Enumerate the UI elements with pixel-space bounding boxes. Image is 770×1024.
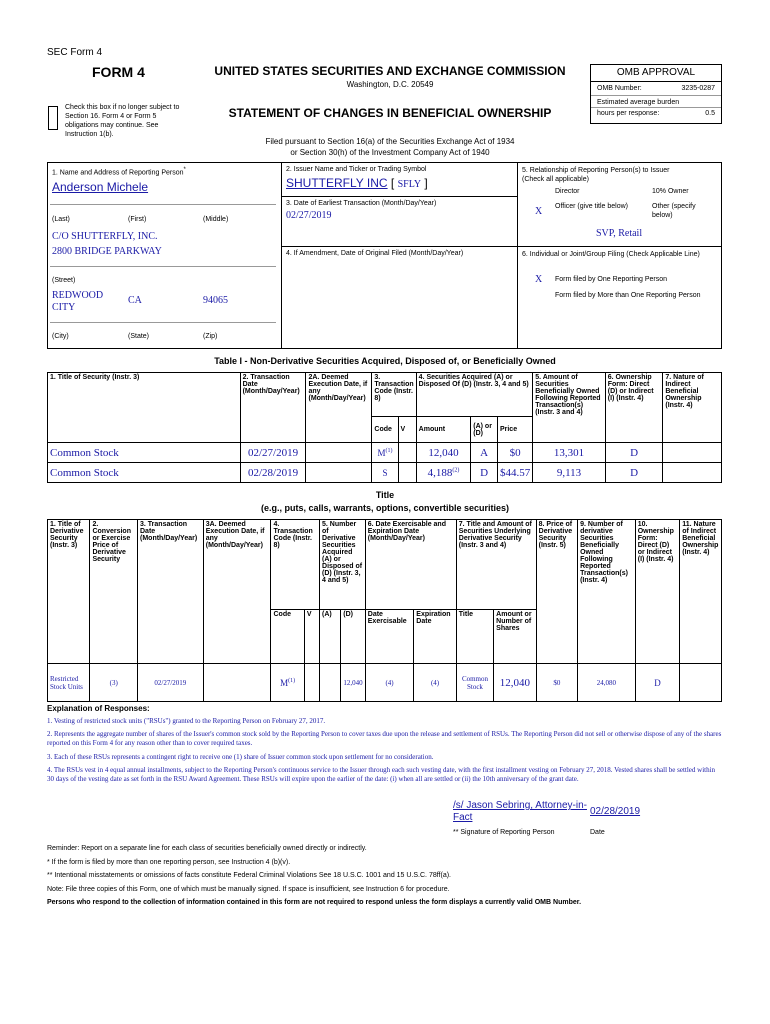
table2	[47, 519, 722, 702]
t1-r2-date: 02/28/2019	[240, 463, 306, 483]
checkbox-text: Check this box if no longer subject to Section 16. Form 4 or Form 5 obligations may continue. See Instruction 1(b).	[65, 104, 180, 138]
issuer-name[interactable]: SHUTTERFLY INC	[286, 176, 388, 190]
street-label: (Street)	[52, 277, 76, 284]
issuer-label: 2. Issuer Name and Ticker or Trading Symbol	[286, 166, 427, 173]
director-label: Director	[555, 188, 580, 195]
t1-r1-code: $M^{(1)}$	[372, 443, 398, 463]
t1-r2-amount: 4,188$^{(2)}$	[416, 463, 471, 483]
table-row	[48, 463, 722, 483]
explanation-title: Explanation of Responses:	[47, 704, 150, 713]
table-row	[48, 443, 722, 463]
relationship-label: 5. Relationship of Reporting Person(s) to Issuer (Check all applicable)	[522, 167, 670, 183]
t1-r2-aord: D	[471, 463, 498, 483]
t1-h2: 2. Transaction Date (Month/Day/Year)	[240, 373, 306, 443]
officer-title: SVP, Retail	[596, 228, 643, 239]
middle-label: (Middle)	[203, 216, 229, 223]
t2-h9: 9. Number of derivative Securities Beneficially Owned Following Reported Transaction(s) (Instr. 4)	[578, 520, 636, 664]
t1-r1-aord: A	[471, 443, 498, 463]
filing-one-label: Form filed by One Reporting Person	[555, 276, 668, 283]
t1-r1-price: $0	[497, 443, 532, 463]
filing-label: 6. Individual or Joint/Group Filing (Check Applicable Line)	[522, 251, 700, 258]
t1-r2-deemed	[306, 463, 372, 483]
t2-r-exp: (4)	[414, 664, 456, 702]
omb-hours-label: hours per response:	[597, 110, 660, 117]
t2-r-und-title: Common Stock	[456, 664, 493, 702]
t1-h1: 1. Title of Security (Instr. 3)	[48, 373, 241, 443]
t2-r-code: $M^{(1)}$	[271, 664, 304, 702]
ten-percent-label: 10% Owner	[652, 188, 689, 195]
explanation-note-2: 2. Represents the aggregate number of shares of the Issuer's common stock sold by the Reporting Person to cover taxes due upon the release and settlement of RSUs. The Reporting Person did not sell or otherwise dispose of any of the shares reported on this Form 4 for any reason other than to cover required taxes.	[47, 730, 722, 747]
filing-mark: X	[535, 274, 543, 285]
explanation-note-4: 4. The RSUs vest in 4 equal annual installments, subject to the Reporting Person's continuous service to the Issuer through each such vesting date, with the first installment vesting on February 27, 2018. Vested shares shall be settled within 30 days of the vesting date as set forth in the RSU Award Agreement. These RSUs will expire upon the earlier of the date: (i) when all are settled or (ii) the 10th anniversary of the grant date.	[47, 766, 716, 783]
table2-subtitle: (e.g., puts, calls, warrants, options, convertible securities)	[260, 503, 510, 513]
t1-r1-deemed	[306, 443, 372, 463]
table1-title: Table I - Non-Derivative Securities Acquired, Disposed of, or Beneficially Owned	[214, 356, 556, 366]
t2-h6: 6. Date Exercisable and Expiration Date (Month/Day/Year)	[365, 520, 456, 610]
filed-pursuant-2: or Section 30(h) of the Investment Company Act of 1940	[290, 148, 490, 157]
t2-r-deemed	[203, 664, 271, 702]
footer-reminder: Reminder: Report on a separate line for each class of securities beneficially owned directly or indirectly.	[47, 845, 367, 852]
t1-v: V	[398, 417, 416, 443]
explanation-note-3: 3. Each of these RSUs represents a contingent right to receive one (1) share of Issuer common stock upon settlement for no consideration.	[47, 753, 434, 761]
other-label: Other (specify below)	[652, 203, 696, 219]
footer-note-2: ** Intentional misstatements or omissions of facts constitute Federal Criminal Violations See 18 U.S.C. 1001 and 15 U.S.C. 78ff(a).	[47, 872, 451, 879]
t1-h5: 5. Amount of Securities Beneficially Owned Following Reported Transaction(s) (Instr. 3 and 4)	[533, 373, 606, 443]
zip-label: (Zip)	[203, 333, 218, 340]
t1-r1-title: Common Stock	[48, 443, 241, 463]
commission-city: Washington, D.C. 20549	[346, 80, 434, 89]
t1-h7: 7. Nature of Indirect Beneficial Ownership (Instr. 4)	[663, 373, 722, 443]
t2-r-owned: 24,080	[578, 664, 636, 702]
first-label: (First)	[128, 216, 147, 223]
t2-r-und-amount: 12,040	[494, 664, 536, 702]
t2-d: (D)	[341, 610, 366, 664]
t2-r-v	[304, 664, 319, 702]
earliest-date: 02/27/2019	[286, 210, 332, 221]
t1-r1-form: D	[605, 443, 663, 463]
t1-r1-nature	[663, 443, 722, 463]
t1-r2-title: Common Stock	[48, 463, 241, 483]
t1-r1-date: 02/27/2019	[240, 443, 306, 463]
table2-title: Title	[375, 490, 395, 500]
omb-number-label: OMB Number:	[597, 85, 642, 92]
city-label: (City)	[52, 333, 69, 340]
t2-r-conv: (3)	[90, 664, 138, 702]
t1-r2-price: $44.57	[497, 463, 532, 483]
t2-r-d: 12,040	[341, 664, 366, 702]
omb-box	[590, 64, 722, 124]
t2-r-price: $0	[536, 664, 577, 702]
table-row	[48, 664, 722, 702]
issuer-ticker: SFLY	[397, 179, 422, 190]
reporting-person-label: 1. Name and Address of Reporting Person*	[52, 167, 186, 177]
t2-r-form: D	[635, 664, 680, 702]
amendment-label: 4. If Amendment, Date of Original Filed (Month/Day/Year)	[286, 250, 464, 257]
t2-h1: 1. Title of Derivative Security (Instr. 3)	[48, 520, 90, 664]
earliest-date-label: 3. Date of Earliest Transaction (Month/Day/Year)	[286, 200, 437, 207]
t2-h3: 3. Transaction Date (Month/Day/Year)	[138, 520, 204, 664]
no-longer-subject-checkbox[interactable]	[48, 106, 58, 130]
t1-r2-nature	[663, 463, 722, 483]
omb-hours: 0.5	[705, 110, 715, 117]
t2-r-nature	[680, 664, 722, 702]
officer-mark: X	[535, 206, 543, 217]
officer-label: Officer (give title below)	[555, 203, 629, 210]
filing-more-label: Form filed by More than One Reporting Person	[555, 292, 701, 299]
state-value: CA	[128, 295, 142, 306]
omb-number-row	[591, 82, 721, 95]
state-label: (State)	[128, 333, 150, 340]
city-value: REDWOOD CITY	[52, 290, 104, 313]
t2-h10: 10. Ownership Form: Direct (D) or Indirect (I) (Instr. 4)	[635, 520, 680, 664]
form-title: FORM 4	[92, 64, 145, 80]
address-line-2: 2800 BRIDGE PARKWAY	[52, 246, 162, 257]
t2-h4: 4. Transaction Code (Instr. 8)	[271, 520, 320, 610]
t2-amount-shares: Amount or Number of Shares	[494, 610, 536, 664]
t1-r2-v	[398, 463, 416, 483]
t1-h3: 3. Transaction Code (Instr. 8)	[372, 373, 416, 417]
t1-r1-owned: 13,301	[533, 443, 606, 463]
t1-r2-form: D	[605, 463, 663, 483]
t1-r1-amount: 12,040	[416, 443, 471, 463]
date-label: Date	[590, 829, 605, 836]
commission-title: UNITED STATES SECURITIES AND EXCHANGE COMMISSION	[214, 64, 566, 78]
t2-r-title: Restricted Stock Units	[48, 664, 90, 702]
t2-h11: 11. Nature of Indirect Beneficial Ownership (Instr. 4)	[680, 520, 722, 664]
t2-h3a: 3A. Deemed Execution Date, if any (Month/Day/Year)	[203, 520, 271, 664]
t2-r-exer: (4)	[365, 664, 414, 702]
t2-h7: 7. Title and Amount of Securities Underlying Derivative Security (Instr. 3 and 4)	[456, 520, 536, 610]
t1-r1-v	[398, 443, 416, 463]
t1-amount: Amount	[416, 417, 471, 443]
t1-r2-code: S	[372, 463, 398, 483]
t2-exp: Expiration Date	[414, 610, 456, 664]
signature-date: 02/28/2019	[590, 806, 641, 817]
explanation-note-1: 1. Vesting of restricted stock units ("RSUs") granted to the Reporting Person on February 27, 2017.	[47, 717, 326, 725]
t1-h6: 6. Ownership Form: Direct (D) or Indirect (I) (Instr. 4)	[605, 373, 663, 443]
t2-v: V	[304, 610, 319, 664]
t1-code: Code	[372, 417, 398, 443]
zip-value: 94065	[203, 295, 228, 306]
footer-note-3: Note: File three copies of this Form, one of which must be manually signed. If space is insufficient, see Instruction 6 for procedure.	[47, 886, 450, 893]
reporting-person-name[interactable]: Anderson Michele	[52, 180, 149, 194]
table1	[47, 372, 722, 483]
t2-r-date: 02/27/2019	[138, 664, 204, 702]
t1-h4: 4. Securities Acquired (A) or Disposed Of (D) (Instr. 3, 4 and 5)	[416, 373, 533, 417]
signature: /s/ Jason Sebring, Attorney-in-Fact	[453, 800, 587, 823]
omb-burden-label: Estimated average burden	[591, 95, 721, 107]
signature-label: ** Signature of Reporting Person	[453, 829, 555, 836]
t1-price: Price	[497, 417, 532, 443]
omb-number: 3235-0287	[681, 85, 715, 92]
t2-title: Title	[456, 610, 493, 664]
filed-pursuant-1: Filed pursuant to Section 16(a) of the Securities Exchange Act of 1934	[265, 137, 515, 146]
t2-h8: 8. Price of Derivative Security (Instr. 5)	[536, 520, 577, 664]
t2-r-a	[320, 664, 341, 702]
t2-h5: 5. Number of Derivative Securities Acquired (A) or Disposed of (D) (Instr. 3, 4 and 5)	[320, 520, 366, 610]
footer-omb-note: Persons who respond to the collection of information contained in this form are not required to respond unless the form displays a currently valid OMB Number.	[47, 899, 582, 906]
statement-title: STATEMENT OF CHANGES IN BENEFICIAL OWNERSHIP	[228, 106, 552, 120]
t1-r2-owned: 9,113	[533, 463, 606, 483]
issuer-name-row: SHUTTERFLY INC [ SFLY ]	[286, 176, 428, 190]
t1-aord: (A) or (D)	[471, 417, 498, 443]
t2-code: Code	[271, 610, 304, 664]
last-label: (Last)	[52, 216, 70, 223]
address-line-1: C/O SHUTTERFLY, INC.	[52, 231, 158, 242]
footer-note-1: * If the form is filed by more than one reporting person, see Instruction 4 (b)(v).	[47, 859, 291, 866]
t1-h2a: 2A. Deemed Execution Date, if any (Month/Day/Year)	[306, 373, 372, 443]
omb-title: OMB APPROVAL	[591, 65, 721, 82]
t2-a: (A)	[320, 610, 341, 664]
omb-hours-row	[591, 107, 721, 119]
sec-form-label: SEC Form 4	[47, 47, 103, 58]
t2-h2: 2. Conversion or Exercise Price of Derivative Security	[90, 520, 138, 664]
t2-date-ex: Date Exercisable	[365, 610, 414, 664]
